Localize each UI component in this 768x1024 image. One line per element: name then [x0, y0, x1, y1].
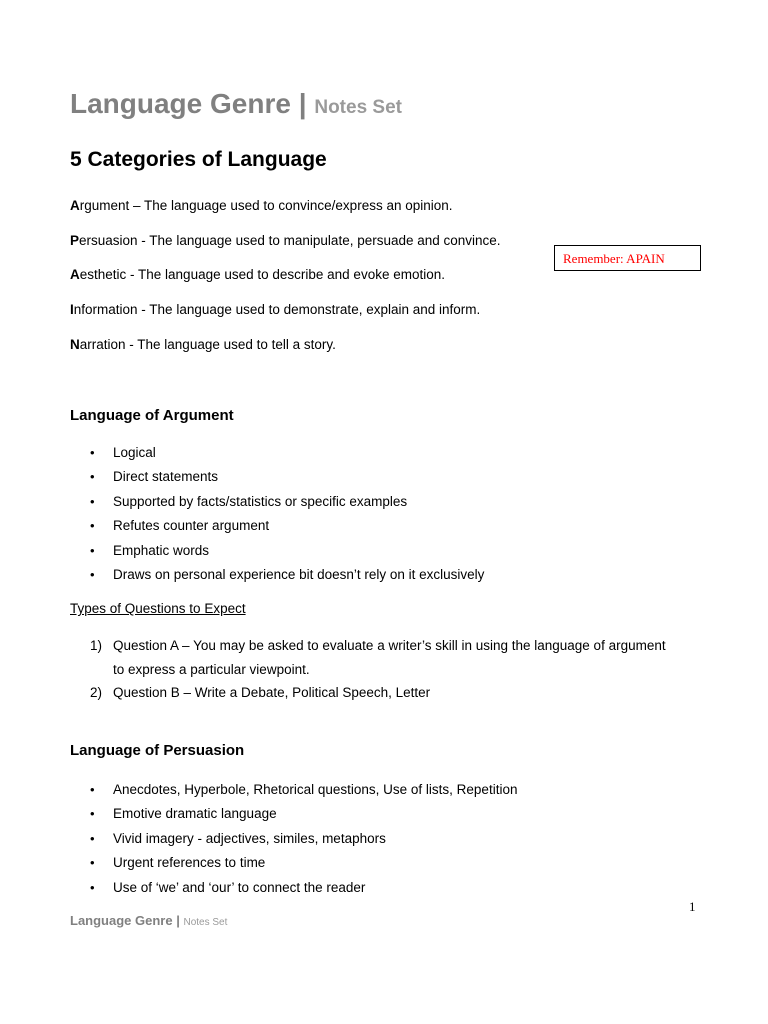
list-item-text: Anecdotes, Hyperbole, Rhetorical questions, Use of lists, Repetition [113, 782, 518, 797]
bullet-icon: • [90, 542, 95, 558]
list-item-text: Refutes counter argument [113, 518, 270, 534]
page-footer [70, 913, 227, 928]
footer-title: Language Genre [70, 913, 173, 928]
question-text: Question A – You may be asked to evaluate a writer’s skill in using the language of argument to express a particular viewpoint. [113, 638, 666, 677]
list-item [70, 802, 690, 826]
list-item [70, 563, 690, 587]
bullet-icon: • [90, 469, 95, 485]
question-item [70, 681, 670, 705]
list-item [70, 514, 690, 538]
category-initial: I [70, 302, 74, 317]
footer-separator: | [176, 913, 180, 928]
category-aesthetic [70, 267, 445, 282]
bullet-icon: • [90, 782, 95, 797]
bullet-icon: • [90, 566, 95, 582]
category-text: rgument – The language used to convince/express an opinion. [79, 198, 453, 213]
list-item [70, 827, 690, 851]
persuasion-heading: Language of Persuasion [70, 742, 245, 759]
question-list [70, 634, 670, 705]
category-initial: N [70, 337, 80, 352]
category-text: arration - The language used to tell a story. [79, 337, 336, 352]
list-item [70, 778, 690, 802]
list-item [70, 851, 690, 875]
remember-box: Remember: APAIN [554, 245, 701, 271]
list-item [70, 465, 690, 489]
list-item-text: Vivid imagery - adjectives, similes, metaphors [113, 830, 386, 846]
header-separator: | [298, 88, 307, 119]
question-number: 1) [90, 638, 103, 653]
list-item-text: Direct statements [113, 469, 219, 485]
category-initial: P [70, 233, 80, 248]
question-text: Question B – Write a Debate, Political Speech, Letter [113, 685, 431, 700]
category-text: esthetic - The language used to describe and evoke emotion. [79, 267, 445, 282]
category-argument [70, 198, 453, 213]
section-title: 5 Categories of Language [70, 148, 327, 171]
list-item-text: Emotive dramatic language [113, 806, 277, 822]
bullet-icon: • [90, 855, 95, 871]
list-item [70, 876, 690, 900]
list-item-text: Draws on personal experience bit doesn’t rely on it exclusively [113, 566, 485, 582]
question-item [70, 634, 670, 681]
list-item [70, 441, 690, 465]
question-number: 2) [90, 685, 103, 700]
category-initial: A [70, 198, 80, 213]
argument-bullet-list [70, 441, 690, 587]
bullet-icon: • [90, 518, 95, 534]
list-item-text: Supported by facts/statistics or specific examples [113, 493, 408, 509]
bullet-icon: • [90, 879, 95, 895]
category-narration [70, 337, 336, 352]
category-initial: A [70, 267, 80, 282]
list-item-text: Use of ‘we’ and ‘our’ to connect the reader [113, 879, 366, 895]
category-text: ersuasion - The language used to manipulate, persuade and convince. [79, 233, 501, 248]
list-item-text: Urgent references to time [113, 855, 266, 871]
bullet-icon: • [90, 806, 95, 822]
list-item-text: Logical [113, 445, 156, 460]
bullet-icon: • [90, 493, 95, 509]
header-title: Language Genre [70, 88, 291, 119]
page-number: 1 [689, 899, 696, 914]
page-header [70, 88, 402, 120]
list-item [70, 539, 690, 563]
argument-heading: Language of Argument [70, 407, 234, 424]
category-information [70, 302, 480, 317]
bullet-icon: • [90, 445, 95, 460]
category-text: nformation - The language used to demonstrate, explain and inform. [73, 302, 481, 317]
list-item-text: Emphatic words [113, 542, 210, 558]
persuasion-bullet-list [70, 778, 690, 900]
header-subtitle: Notes Set [314, 97, 402, 118]
list-item [70, 490, 690, 514]
footer-subtitle: Notes Set [183, 917, 228, 928]
category-persuasion [70, 233, 501, 248]
bullet-icon: • [90, 830, 95, 846]
types-of-questions-heading: Types of Questions to Expect [70, 601, 246, 616]
